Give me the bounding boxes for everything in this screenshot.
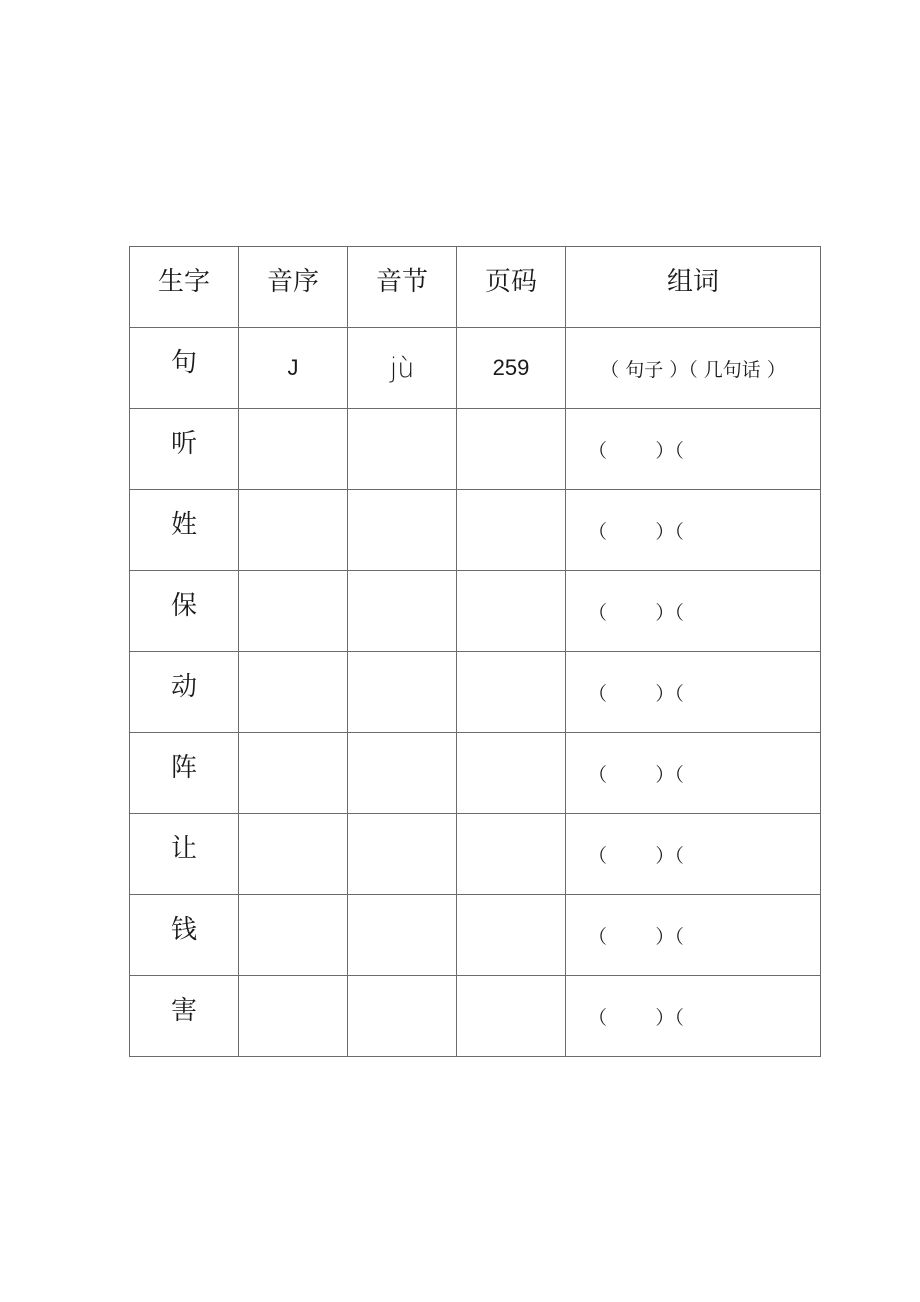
character-cell: [130, 814, 239, 895]
word-groups-blank: （ ）（: [588, 1006, 684, 1029]
character-cell: [130, 895, 239, 976]
word-groups-cell[interactable]: [566, 490, 821, 571]
syllable-cell[interactable]: [348, 490, 457, 571]
initial-letter-cell[interactable]: [239, 571, 348, 652]
initial-letter-cell[interactable]: [239, 895, 348, 976]
initial-letter-cell[interactable]: [239, 652, 348, 733]
character-text: 保: [170, 590, 197, 621]
initial-letter-cell[interactable]: [239, 733, 348, 814]
header-word-groups: [566, 247, 821, 328]
initial-letter-cell[interactable]: [239, 976, 348, 1057]
table-row: [130, 895, 821, 976]
character-study-table: [129, 246, 821, 1057]
syllable-cell[interactable]: [348, 895, 457, 976]
header-initial-letter: [239, 247, 348, 328]
word-groups-blank: （ ）（: [588, 601, 684, 624]
initial-letter-cell[interactable]: [239, 409, 348, 490]
word-groups-cell[interactable]: [566, 409, 821, 490]
page-number-cell[interactable]: [457, 895, 566, 976]
word-groups-cell[interactable]: [566, 328, 821, 409]
character-cell: [130, 733, 239, 814]
initial-letter-text: J: [287, 355, 299, 380]
syllable-cell[interactable]: [348, 652, 457, 733]
header-page-number: [457, 247, 566, 328]
page-number-cell[interactable]: [457, 976, 566, 1057]
page-number-cell[interactable]: [457, 652, 566, 733]
character-cell: [130, 328, 239, 409]
word-groups-blank: （ ）（: [588, 844, 684, 867]
character-text: 害: [170, 995, 197, 1026]
word-groups-cell[interactable]: [566, 814, 821, 895]
syllable-cell[interactable]: [348, 733, 457, 814]
header-label: 页码: [484, 266, 537, 297]
initial-letter-cell[interactable]: [239, 328, 348, 409]
word-groups-cell[interactable]: [566, 652, 821, 733]
word-groups-blank: （ ）（: [588, 682, 684, 705]
syllable-cell[interactable]: [348, 571, 457, 652]
table-row: [130, 328, 821, 409]
header-label: 生字: [157, 266, 210, 297]
word-groups-blank: （ ）（: [588, 520, 684, 543]
header-label: 组词: [666, 266, 719, 297]
table-row: [130, 733, 821, 814]
initial-letter-cell[interactable]: [239, 814, 348, 895]
syllable-cell[interactable]: [348, 328, 457, 409]
word-groups-blank: （ ）（: [588, 439, 684, 462]
page-number-cell[interactable]: [457, 328, 566, 409]
header-label: 音序: [266, 266, 319, 297]
character-cell: [130, 652, 239, 733]
page-number-cell[interactable]: [457, 814, 566, 895]
page-number-cell[interactable]: [457, 490, 566, 571]
table-row: [130, 571, 821, 652]
initial-letter-cell[interactable]: [239, 490, 348, 571]
header-character: [130, 247, 239, 328]
page-number-text: 259: [492, 355, 530, 380]
page-number-cell[interactable]: [457, 571, 566, 652]
table-row: [130, 976, 821, 1057]
word-groups-cell[interactable]: [566, 976, 821, 1057]
header-syllable: [348, 247, 457, 328]
table-row: [130, 814, 821, 895]
table-row: [130, 409, 821, 490]
character-cell: [130, 490, 239, 571]
character-text: 阵: [170, 752, 197, 783]
character-text: 句: [170, 347, 197, 378]
character-text: 动: [170, 671, 197, 702]
table-row: [130, 652, 821, 733]
word-groups-blank: （ ）（: [588, 925, 684, 948]
word-groups-blank: （ ）（: [588, 763, 684, 786]
page-number-cell[interactable]: [457, 409, 566, 490]
character-text: 钱: [170, 914, 197, 945]
page-number-cell[interactable]: [457, 733, 566, 814]
character-cell: [130, 571, 239, 652]
word-groups-cell[interactable]: [566, 895, 821, 976]
word-groups-text: （ 句子 ）（ 几句话 ）: [600, 358, 786, 381]
syllable-cell[interactable]: [348, 814, 457, 895]
table-row: [130, 490, 821, 571]
word-groups-cell[interactable]: [566, 571, 821, 652]
character-cell: [130, 976, 239, 1057]
header-label: 音节: [375, 266, 428, 297]
syllable-cell[interactable]: [348, 976, 457, 1057]
character-text: 姓: [170, 509, 197, 540]
header-row: [130, 247, 821, 328]
syllable-text: jù: [389, 352, 415, 384]
syllable-cell[interactable]: [348, 409, 457, 490]
word-groups-cell[interactable]: [566, 733, 821, 814]
character-cell: [130, 409, 239, 490]
character-text: 听: [170, 428, 197, 459]
character-text: 让: [170, 833, 197, 864]
